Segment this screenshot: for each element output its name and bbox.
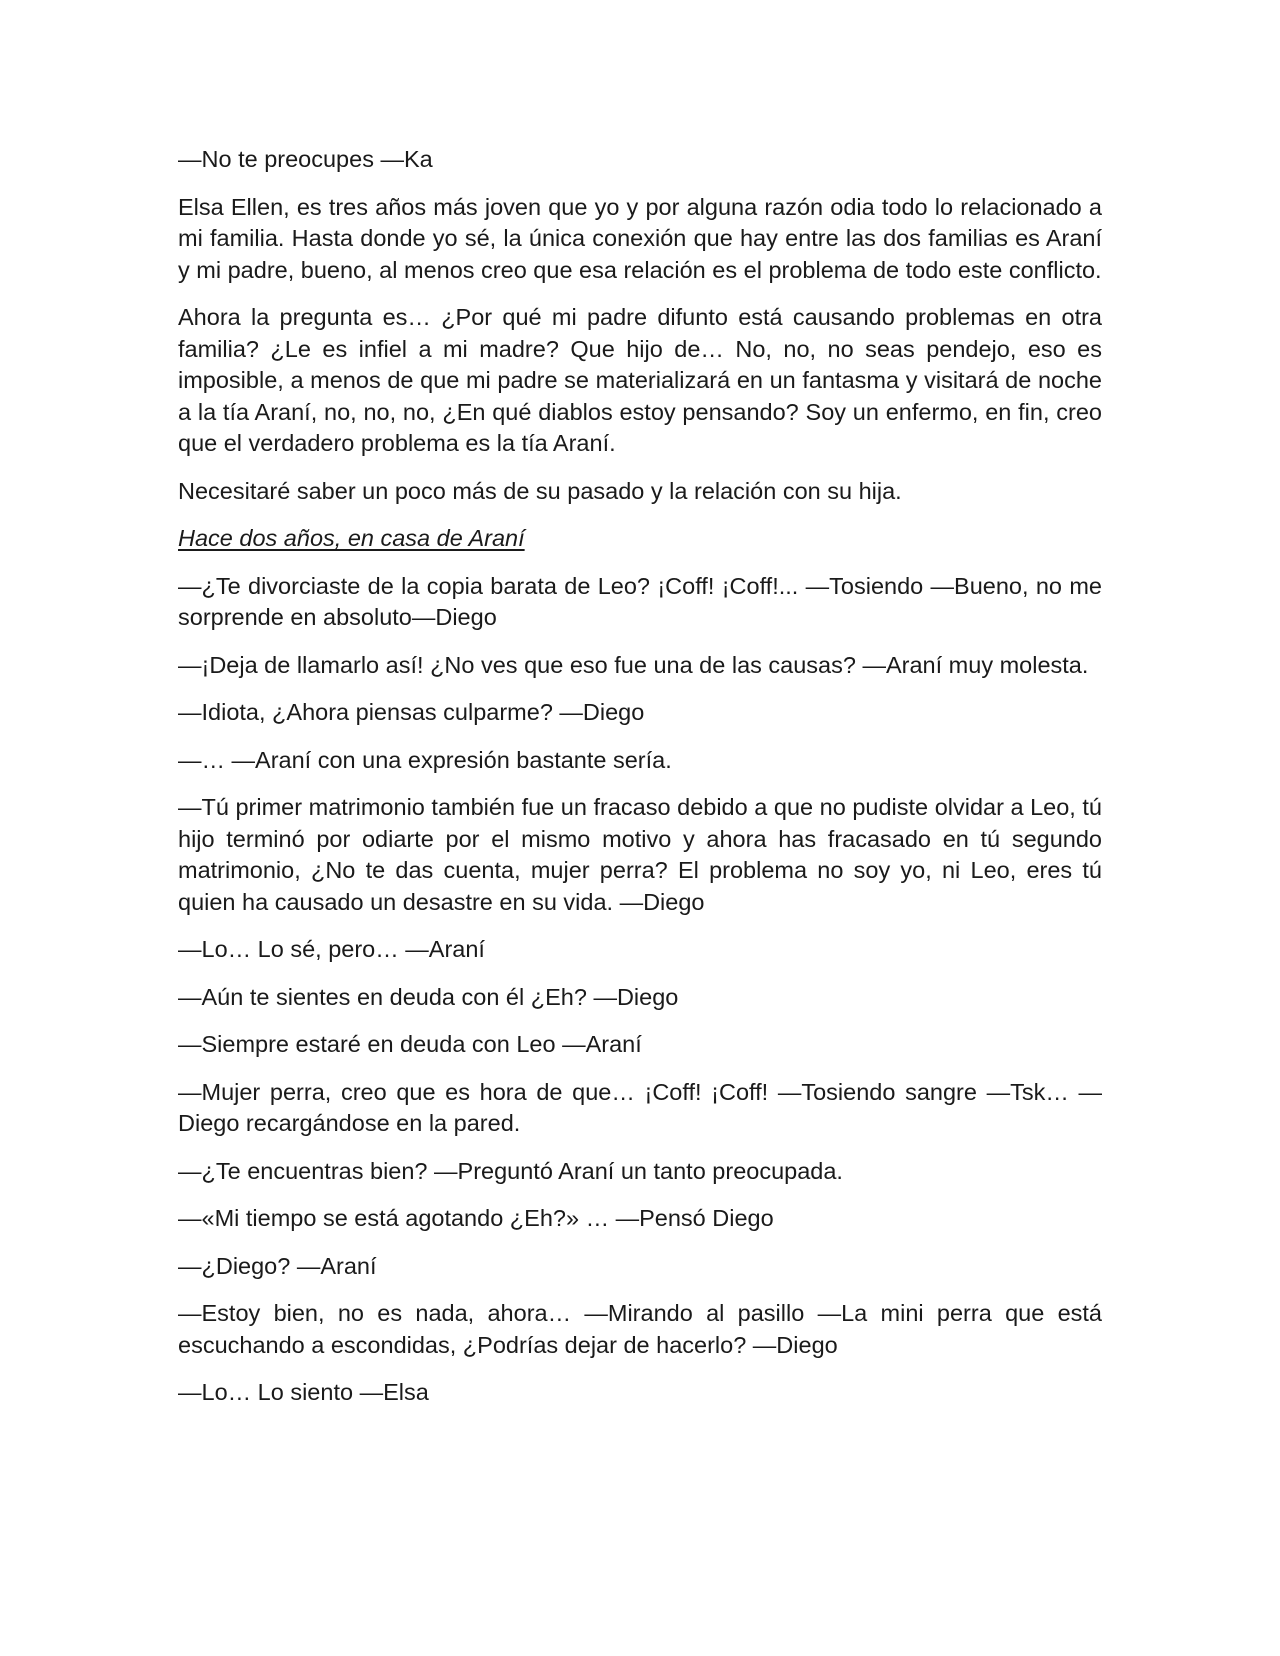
document-body bbox=[178, 144, 1102, 1425]
dialogue-line: —… —Araní con una expresión bastante sería. bbox=[178, 746, 672, 773]
dialogue-line: —Tú primer matrimonio también fue un fracaso debido a que no pudiste olvidar a Leo, tú hijo terminó por odiarte por el mismo motivo y ahora has fracasado en tú segundo matrimonio, ¿No te das cuenta, mujer perra? El problema no soy yo, ni Leo, eres tú quien ha causado un desastre en su vida. —Diego bbox=[178, 794, 1102, 915]
dialogue-line: —Aún te sientes en deuda con él ¿Eh? —Diego bbox=[178, 983, 679, 1010]
dialogue-line: —«Mi tiempo se está agotando ¿Eh?» … —Pensó Diego bbox=[178, 1205, 774, 1231]
paragraph: —No te preocupes —Ka bbox=[178, 146, 433, 172]
dialogue-line: —Estoy bien, no es nada, ahora… —Mirando al pasillo —La mini perra que está escuchando a escondidas, ¿Podrías dejar de hacerlo? —Diego bbox=[178, 1300, 1102, 1358]
dialogue-line: —Lo… Lo siento —Elsa bbox=[178, 1379, 429, 1405]
dialogue-line: —Siempre estaré en deuda con Leo —Araní bbox=[178, 1031, 642, 1057]
dialogue-line: —¿Te encuentras bien? —Preguntó Araní un tanto preocupada. bbox=[178, 1157, 843, 1184]
dialogue-line: —Lo… Lo sé, pero… —Araní bbox=[178, 936, 485, 962]
paragraph: Ahora la pregunta es… ¿Por qué mi padre difunto está causando problemas en otra familia? ¿Le es infiel a mi madre? Que hijo de… No, no, no seas pendejo, eso es imposible, a menos de que mi padre se materializará en un fantasma y visitará de noche a la tía Araní, no, no, no, ¿En qué diablos estoy pensando? Soy un enfermo, en fin, creo que el verdadero problema es la tía Araní. bbox=[178, 304, 1102, 456]
paragraph: Necesitaré saber un poco más de su pasado y la relación con su hija. bbox=[178, 477, 902, 504]
scene-heading: Hace dos años, en casa de Araní bbox=[178, 525, 525, 551]
paragraph: Elsa Ellen, es tres años más joven que yo y por alguna razón odia todo lo relacionado a mi familia. Hasta donde yo sé, la única conexión que hay entre las dos familias es Araní y mi padre, bueno, al menos creo que esa relación es el problema de todo este conflicto. bbox=[178, 193, 1102, 283]
dialogue-line: —¡Deja de llamarlo así! ¿No ves que eso fue una de las causas? —Araní muy molesta. bbox=[178, 651, 1089, 678]
dialogue-line: —Idiota, ¿Ahora piensas culparme? —Diego bbox=[178, 699, 645, 725]
dialogue-line: —¿Diego? —Araní bbox=[178, 1252, 377, 1279]
dialogue-line: —¿Te divorciaste de la copia barata de Leo? ¡Coff! ¡Coff!... —Tosiendo —Bueno, no me sorprende en absoluto—Diego bbox=[178, 572, 1102, 630]
dialogue-line: —Mujer perra, creo que es hora de que… ¡Coff! ¡Coff! —Tosiendo sangre —Tsk… —Diego recargándose en la pared. bbox=[178, 1078, 1102, 1136]
